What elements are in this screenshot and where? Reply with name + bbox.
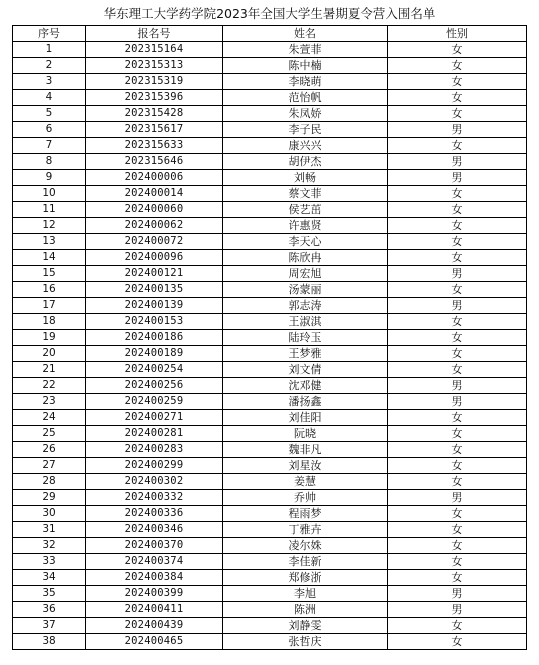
- row-index-cell: 37: [13, 618, 86, 634]
- row-index-cell: 38: [13, 634, 86, 650]
- row-reg-no-cell: 202400135: [86, 282, 223, 298]
- row-gender-cell: 女: [388, 410, 527, 426]
- row-index-cell: 15: [13, 266, 86, 282]
- row-gender-cell: 女: [388, 346, 527, 362]
- row-reg-no-cell: 202315617: [86, 122, 223, 138]
- table-row: [13, 442, 527, 458]
- row-name-cell: 刘畅: [223, 170, 388, 186]
- row-name-cell: 陈欣冉: [223, 250, 388, 266]
- row-reg-no-cell: 202400346: [86, 522, 223, 538]
- row-name-cell: 凌尔姝: [223, 538, 388, 554]
- row-gender-cell: 女: [388, 618, 527, 634]
- row-reg-no-cell: 202315633: [86, 138, 223, 154]
- table-row: [13, 266, 527, 282]
- row-gender-cell: 男: [388, 378, 527, 394]
- row-reg-no-cell: 202400014: [86, 186, 223, 202]
- row-index-cell: 30: [13, 506, 86, 522]
- row-name-cell: 王淑淇: [223, 314, 388, 330]
- row-gender-cell: 女: [388, 282, 527, 298]
- row-name-cell: 陆玲玉: [223, 330, 388, 346]
- table-row: [13, 378, 527, 394]
- row-index-cell: 35: [13, 586, 86, 602]
- table-row: [13, 202, 527, 218]
- row-gender-cell: 女: [388, 538, 527, 554]
- row-name-cell: 姜慧: [223, 474, 388, 490]
- row-gender-cell: 女: [388, 106, 527, 122]
- table-row: [13, 570, 527, 586]
- row-name-cell: 胡伊杰: [223, 154, 388, 170]
- row-reg-no-cell: 202400384: [86, 570, 223, 586]
- row-name-cell: 魏非凡: [223, 442, 388, 458]
- row-index-cell: 34: [13, 570, 86, 586]
- row-gender-cell: 女: [388, 634, 527, 650]
- row-gender-cell: 女: [388, 442, 527, 458]
- row-reg-no-cell: 202315319: [86, 74, 223, 90]
- row-gender-cell: 女: [388, 362, 527, 378]
- row-gender-cell: 男: [388, 586, 527, 602]
- row-gender-cell: 女: [388, 138, 527, 154]
- column-header-reg-no: 报名号: [86, 26, 223, 42]
- row-index-cell: 3: [13, 74, 86, 90]
- row-reg-no-cell: 202400299: [86, 458, 223, 474]
- row-index-cell: 17: [13, 298, 86, 314]
- row-index-cell: 6: [13, 122, 86, 138]
- column-header-gender: 性别: [388, 26, 527, 42]
- column-header-name: 姓名: [223, 26, 388, 42]
- row-name-cell: 李旭: [223, 586, 388, 602]
- row-name-cell: 朱萱菲: [223, 42, 388, 58]
- row-gender-cell: 男: [388, 394, 527, 410]
- row-name-cell: 蔡文菲: [223, 186, 388, 202]
- table-row: [13, 538, 527, 554]
- row-reg-no-cell: 202400283: [86, 442, 223, 458]
- row-reg-no-cell: 202400399: [86, 586, 223, 602]
- table-row: [13, 90, 527, 106]
- row-name-cell: 张哲庆: [223, 634, 388, 650]
- row-index-cell: 7: [13, 138, 86, 154]
- table-row: [13, 554, 527, 570]
- row-reg-no-cell: 202315396: [86, 90, 223, 106]
- table-row: [13, 74, 527, 90]
- page-title: 华东理工大学药学院2023年全国大学生暑期夏令营入围名单: [103, 6, 436, 21]
- table-row: [13, 362, 527, 378]
- row-index-cell: 19: [13, 330, 86, 346]
- row-index-cell: 28: [13, 474, 86, 490]
- row-index-cell: 24: [13, 410, 86, 426]
- row-index-cell: 2: [13, 58, 86, 74]
- row-reg-no-cell: 202400332: [86, 490, 223, 506]
- row-name-cell: 郭志涛: [223, 298, 388, 314]
- row-index-cell: 22: [13, 378, 86, 394]
- table-row: [13, 410, 527, 426]
- row-gender-cell: 女: [388, 506, 527, 522]
- table-row: [13, 474, 527, 490]
- row-reg-no-cell: 202400259: [86, 394, 223, 410]
- row-name-cell: 李佳新: [223, 554, 388, 570]
- row-reg-no-cell: 202315313: [86, 58, 223, 74]
- table-row: [13, 506, 527, 522]
- table-row: [13, 458, 527, 474]
- row-name-cell: 刘星汝: [223, 458, 388, 474]
- row-gender-cell: 男: [388, 122, 527, 138]
- table-row: [13, 42, 527, 58]
- row-gender-cell: 女: [388, 90, 527, 106]
- row-reg-no-cell: 202400153: [86, 314, 223, 330]
- row-reg-no-cell: 202400189: [86, 346, 223, 362]
- table-row: [13, 586, 527, 602]
- row-name-cell: 李子民: [223, 122, 388, 138]
- row-reg-no-cell: 202400370: [86, 538, 223, 554]
- row-index-cell: 29: [13, 490, 86, 506]
- row-gender-cell: 女: [388, 42, 527, 58]
- row-reg-no-cell: 202400121: [86, 266, 223, 282]
- row-index-cell: 36: [13, 602, 86, 618]
- row-reg-no-cell: 202400411: [86, 602, 223, 618]
- row-reg-no-cell: 202400096: [86, 250, 223, 266]
- row-name-cell: 程雨梦: [223, 506, 388, 522]
- table-header-row: [13, 26, 527, 42]
- row-index-cell: 5: [13, 106, 86, 122]
- row-index-cell: 4: [13, 90, 86, 106]
- row-name-cell: 刘佳阳: [223, 410, 388, 426]
- table-row: [13, 186, 527, 202]
- row-name-cell: 李天心: [223, 234, 388, 250]
- row-index-cell: 1: [13, 42, 86, 58]
- row-index-cell: 13: [13, 234, 86, 250]
- row-name-cell: 周宏旭: [223, 266, 388, 282]
- row-gender-cell: 男: [388, 490, 527, 506]
- row-gender-cell: 女: [388, 250, 527, 266]
- row-reg-no-cell: 202400072: [86, 234, 223, 250]
- table-row: [13, 314, 527, 330]
- row-name-cell: 郑修浙: [223, 570, 388, 586]
- row-name-cell: 范怡帆: [223, 90, 388, 106]
- row-name-cell: 陈洲: [223, 602, 388, 618]
- row-index-cell: 10: [13, 186, 86, 202]
- column-header-index: 序号: [13, 26, 86, 42]
- row-reg-no-cell: 202400062: [86, 218, 223, 234]
- row-reg-no-cell: 202400465: [86, 634, 223, 650]
- table-row: [13, 170, 527, 186]
- row-gender-cell: 女: [388, 474, 527, 490]
- row-index-cell: 20: [13, 346, 86, 362]
- row-name-cell: 汤蒙丽: [223, 282, 388, 298]
- row-reg-no-cell: 202400336: [86, 506, 223, 522]
- row-reg-no-cell: 202400256: [86, 378, 223, 394]
- row-gender-cell: 男: [388, 154, 527, 170]
- table-row: [13, 346, 527, 362]
- row-gender-cell: 男: [388, 602, 527, 618]
- table-row: [13, 250, 527, 266]
- table-row: [13, 58, 527, 74]
- admission-list-table: [12, 25, 527, 650]
- table-row: [13, 394, 527, 410]
- row-name-cell: 朱凤娇: [223, 106, 388, 122]
- table-row: [13, 234, 527, 250]
- row-gender-cell: 女: [388, 234, 527, 250]
- row-name-cell: 刘静雯: [223, 618, 388, 634]
- row-index-cell: 31: [13, 522, 86, 538]
- row-reg-no-cell: 202400374: [86, 554, 223, 570]
- row-gender-cell: 女: [388, 554, 527, 570]
- row-name-cell: 陈中楠: [223, 58, 388, 74]
- table-row: [13, 330, 527, 346]
- row-reg-no-cell: 202315428: [86, 106, 223, 122]
- row-reg-no-cell: 202315164: [86, 42, 223, 58]
- row-name-cell: 李晓萌: [223, 74, 388, 90]
- row-index-cell: 26: [13, 442, 86, 458]
- row-reg-no-cell: 202400254: [86, 362, 223, 378]
- row-index-cell: 25: [13, 426, 86, 442]
- row-index-cell: 21: [13, 362, 86, 378]
- row-index-cell: 8: [13, 154, 86, 170]
- row-reg-no-cell: 202315646: [86, 154, 223, 170]
- table-row: [13, 282, 527, 298]
- table-row: [13, 522, 527, 538]
- table-row: [13, 618, 527, 634]
- row-index-cell: 23: [13, 394, 86, 410]
- row-reg-no-cell: 202400006: [86, 170, 223, 186]
- table-row: [13, 602, 527, 618]
- row-reg-no-cell: 202400302: [86, 474, 223, 490]
- row-reg-no-cell: 202400439: [86, 618, 223, 634]
- row-name-cell: 许惠贤: [223, 218, 388, 234]
- row-gender-cell: 女: [388, 330, 527, 346]
- row-gender-cell: 女: [388, 74, 527, 90]
- row-index-cell: 11: [13, 202, 86, 218]
- row-gender-cell: 女: [388, 570, 527, 586]
- table-row: [13, 426, 527, 442]
- row-gender-cell: 男: [388, 170, 527, 186]
- table-row: [13, 634, 527, 650]
- table-row: [13, 490, 527, 506]
- table-row: [13, 298, 527, 314]
- row-gender-cell: 女: [388, 58, 527, 74]
- row-reg-no-cell: 202400139: [86, 298, 223, 314]
- row-name-cell: 阮晓: [223, 426, 388, 442]
- row-reg-no-cell: 202400281: [86, 426, 223, 442]
- row-gender-cell: 男: [388, 266, 527, 282]
- row-gender-cell: 女: [388, 426, 527, 442]
- table-row: [13, 138, 527, 154]
- row-reg-no-cell: 202400271: [86, 410, 223, 426]
- row-gender-cell: 女: [388, 218, 527, 234]
- table-body: [13, 42, 527, 650]
- row-name-cell: 乔帅: [223, 490, 388, 506]
- row-gender-cell: 女: [388, 458, 527, 474]
- row-name-cell: 丁雅卉: [223, 522, 388, 538]
- row-index-cell: 18: [13, 314, 86, 330]
- table-row: [13, 218, 527, 234]
- row-index-cell: 33: [13, 554, 86, 570]
- row-gender-cell: 男: [388, 298, 527, 314]
- row-name-cell: 潘扬鑫: [223, 394, 388, 410]
- row-name-cell: 侯艺茁: [223, 202, 388, 218]
- row-index-cell: 12: [13, 218, 86, 234]
- row-gender-cell: 女: [388, 522, 527, 538]
- row-gender-cell: 女: [388, 186, 527, 202]
- row-index-cell: 27: [13, 458, 86, 474]
- row-gender-cell: 女: [388, 202, 527, 218]
- row-name-cell: 康兴兴: [223, 138, 388, 154]
- row-name-cell: 沈邓健: [223, 378, 388, 394]
- row-name-cell: 王梦雅: [223, 346, 388, 362]
- row-index-cell: 14: [13, 250, 86, 266]
- row-name-cell: 刘文倩: [223, 362, 388, 378]
- table-row: [13, 154, 527, 170]
- row-reg-no-cell: 202400186: [86, 330, 223, 346]
- row-index-cell: 16: [13, 282, 86, 298]
- table-row: [13, 122, 527, 138]
- row-gender-cell: 女: [388, 314, 527, 330]
- table-row: [13, 106, 527, 122]
- row-index-cell: 32: [13, 538, 86, 554]
- row-reg-no-cell: 202400060: [86, 202, 223, 218]
- row-index-cell: 9: [13, 170, 86, 186]
